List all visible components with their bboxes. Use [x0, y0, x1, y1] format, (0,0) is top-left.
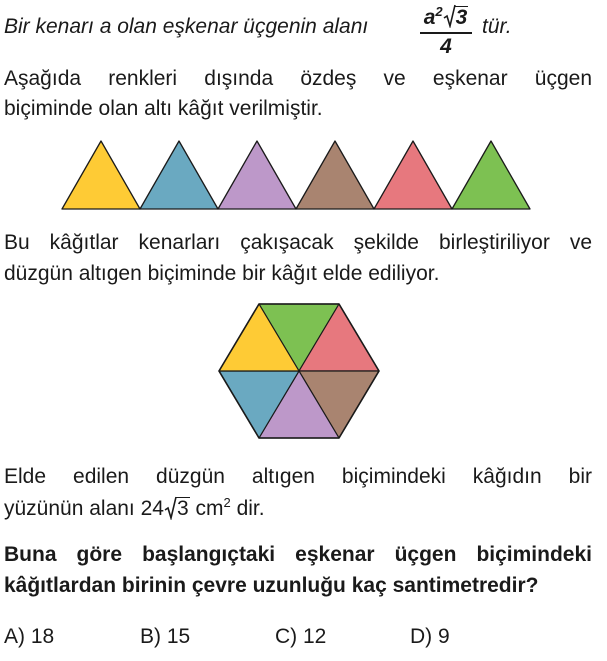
question-line1: Buna göre başlangıçtaki eşkenar üçgen biçimindeki: [4, 543, 592, 566]
paragraph3-line1: Elde edilen düzgün altıgen biçimindeki kâğıdın bir: [4, 465, 592, 488]
paragraph2-line1: Bu kâğıtlar kenarları çakışacak şekilde birleştiriliyor ve: [4, 231, 592, 254]
area-unit: cm: [195, 497, 224, 520]
formula-base: a: [423, 6, 436, 29]
intro-suffix: tür.: [482, 15, 512, 38]
triangle-green: [452, 141, 530, 209]
triangle-row: [62, 141, 530, 209]
sqrt-sign-icon: [164, 496, 177, 520]
area-unit-exponent: 2: [223, 495, 231, 510]
formula-root-value: 3: [455, 6, 468, 29]
question-line2: kâğıtlardan birinin çevre uzunluğu kaç santimetredir?: [4, 574, 539, 597]
paragraph3-line2: [4, 496, 265, 522]
hexagon-figure: [219, 304, 379, 438]
paragraph1-line2: biçiminde olan altı kâğıt verilmiştir.: [4, 97, 323, 120]
option-d[interactable]: D) 9: [410, 625, 450, 648]
option-b[interactable]: B) 15: [140, 625, 191, 648]
triangle-yellow: [62, 141, 140, 209]
triangle-brown: [296, 141, 374, 209]
option-a[interactable]: A) 18: [4, 625, 55, 648]
area-sqrt: [164, 496, 190, 522]
triangle-pink: [374, 141, 452, 209]
intro-text: Bir kenarı a olan eşkenar üçgenin alanı: [4, 15, 369, 38]
paragraph2-line2: düzgün altıgen biçiminde bir kâğıt elde ediliyor.: [4, 262, 440, 285]
paragraph1-line1: Aşağıda renkleri dışında özdeş ve eşkenar üçgen: [4, 67, 592, 90]
formula-exponent: 2: [435, 4, 443, 19]
area-text: yüzünün alanı 24: [4, 497, 164, 520]
option-c[interactable]: C) 12: [275, 625, 327, 648]
area-suffix: dir.: [236, 497, 265, 520]
triangle-purple: [218, 141, 296, 209]
area-root-value: 3: [176, 497, 189, 520]
triangle-blue: [140, 141, 218, 209]
formula-denominator: 4: [440, 35, 452, 58]
